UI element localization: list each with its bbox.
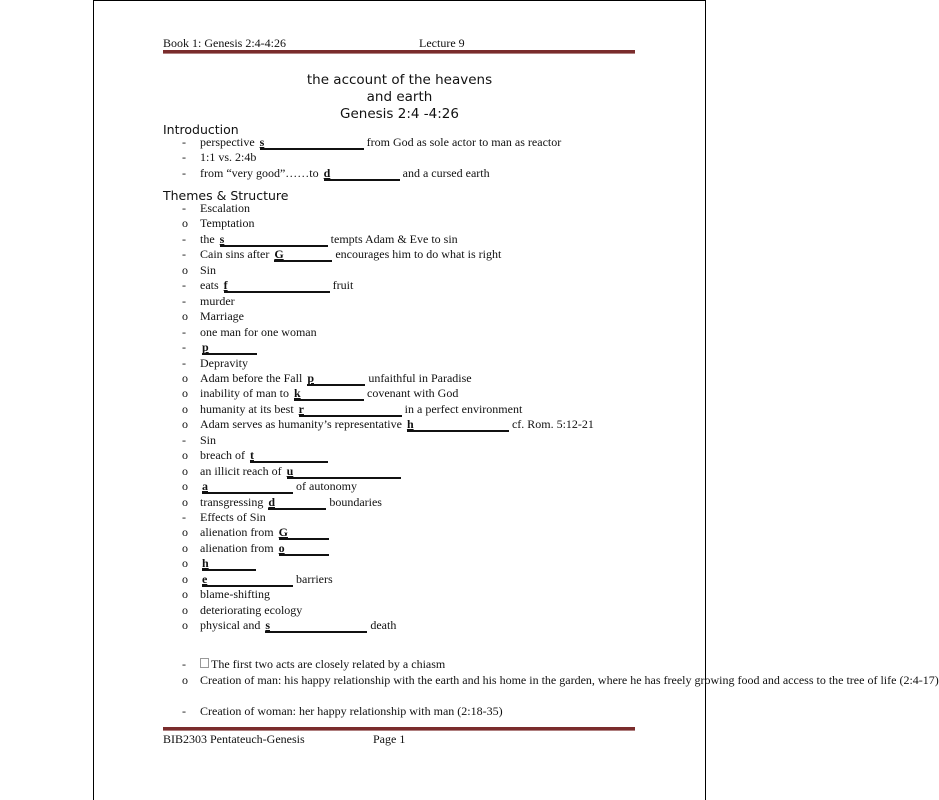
- footer-rule: [163, 727, 635, 731]
- bullet-circle: o: [182, 479, 188, 494]
- missing-glyph-icon: [200, 658, 209, 668]
- bullet-circle: o: [182, 571, 188, 586]
- bullet-dash: -: [182, 293, 186, 308]
- item-text: from God as sole actor to man as reactor: [363, 135, 562, 149]
- item-text: breach of: [200, 448, 248, 463]
- item-text: barriers: [293, 571, 333, 586]
- fill-in-blank[interactable]: p: [307, 372, 365, 386]
- header-rule: [163, 50, 635, 54]
- fill-in-blank[interactable]: p: [202, 341, 257, 355]
- bullet-circle: o: [182, 494, 188, 509]
- bullet-circle: o: [182, 618, 188, 633]
- item-text: physical and: [200, 618, 264, 633]
- item-text: blame-shifting: [200, 587, 270, 602]
- item-text: one man for one woman: [200, 324, 317, 339]
- item-text: Sin: [200, 432, 217, 447]
- bullet-circle: o: [182, 386, 188, 401]
- item-text: Creation of woman: her happy relationship with man (2:18-35): [200, 704, 503, 718]
- item-text: fruit: [329, 278, 354, 293]
- item-text: tempts Adam & Eve to sin: [327, 231, 458, 246]
- bullet-dash: -: [182, 278, 186, 293]
- fill-in-blank[interactable]: s: [220, 233, 328, 247]
- bullet-circle: o: [182, 602, 188, 617]
- title-line-2: and earth: [366, 89, 433, 105]
- item-text: deteriorating ecology: [200, 602, 303, 617]
- item-text: death: [367, 618, 397, 633]
- fill-in-blank[interactable]: f: [224, 279, 330, 293]
- bullet-dash: -: [182, 166, 186, 180]
- item-text: Cain sins after: [200, 247, 273, 262]
- bullet-circle: o: [182, 309, 188, 324]
- bullet-dash: -: [182, 135, 186, 149]
- fill-in-blank[interactable]: h: [202, 557, 256, 571]
- bullet-dash: -: [182, 247, 186, 262]
- item-text: transgressing: [200, 494, 267, 509]
- item-text: Effects of Sin: [200, 510, 266, 524]
- header-left: Book 1: Genesis 2:4-4:26: [163, 36, 286, 50]
- bullet-circle: o: [182, 463, 188, 478]
- item-text: the: [200, 231, 218, 246]
- section-introduction: Introduction: [163, 122, 239, 137]
- item-text: alienation from: [200, 540, 277, 555]
- bullet-dash: -: [182, 355, 186, 370]
- item-text: covenant with God: [364, 386, 459, 401]
- fill-in-blank[interactable]: e: [202, 573, 293, 587]
- item-text: Escalation: [200, 201, 250, 215]
- item-text: Depravity: [200, 355, 248, 370]
- bullet-circle: o: [182, 401, 188, 416]
- footer-center: Page 1: [373, 732, 406, 746]
- item-text: and a cursed earth: [399, 166, 490, 180]
- bullet-dash: -: [182, 150, 186, 164]
- item-text: perspective: [200, 135, 258, 149]
- bullet-circle: o: [182, 448, 188, 463]
- fill-in-blank[interactable]: h: [407, 418, 509, 432]
- item-text: unfaithful in Paradise: [365, 370, 472, 385]
- item-text: from “very good”……to: [200, 166, 322, 180]
- item-text: murder: [200, 293, 235, 308]
- item-text: eats: [200, 278, 222, 293]
- item-text: Creation of man: his happy relationship with the earth and his home in the garden, where he has freely growing food and access to the tree of life (2:4-17): [200, 673, 939, 687]
- fill-in-blank[interactable]: s: [260, 136, 364, 150]
- header-center: Lecture 9: [419, 36, 465, 50]
- item-text: cf. Rom. 5:12-21: [508, 417, 594, 432]
- item-text: Adam before the Fall: [200, 370, 306, 385]
- item-text: Sin: [200, 262, 217, 277]
- fill-in-blank[interactable]: G: [274, 248, 332, 262]
- bullet-circle: o: [182, 673, 188, 687]
- fill-in-blank[interactable]: G: [279, 526, 329, 540]
- bullet-dash: -: [182, 231, 186, 246]
- item-text: humanity at its best: [200, 401, 297, 416]
- fill-in-blank[interactable]: k: [294, 387, 364, 401]
- title-line-1: the account of the heavens: [306, 72, 493, 88]
- bullet-dash: -: [182, 432, 186, 447]
- fill-in-blank[interactable]: u: [287, 465, 401, 479]
- section-themes: Themes & Structure: [163, 188, 289, 203]
- item-text: inability of man to: [200, 386, 292, 401]
- bullet-dash: -: [182, 510, 186, 524]
- item-text: alienation from: [200, 525, 277, 540]
- fill-in-blank[interactable]: a: [202, 480, 293, 494]
- item-text: Adam serves as humanity’s representative: [200, 417, 405, 432]
- bullet-circle: o: [182, 417, 188, 432]
- bullet-circle: o: [182, 525, 188, 540]
- bullet-dash: -: [182, 704, 186, 718]
- item-text: Marriage: [200, 309, 244, 324]
- fill-in-blank[interactable]: r: [299, 403, 402, 417]
- bullet-circle: o: [182, 540, 188, 555]
- bullet-dash: -: [182, 340, 186, 355]
- bullet-circle: o: [182, 216, 188, 231]
- item-text: The first two acts are closely related by a chiasm: [211, 657, 446, 671]
- fill-in-blank[interactable]: d: [268, 496, 326, 510]
- fill-in-blank[interactable]: d: [324, 167, 400, 181]
- item-text: Temptation: [200, 216, 255, 231]
- item-text: an illicit reach of: [200, 463, 285, 478]
- bullet-circle: o: [182, 587, 188, 602]
- item-text: in a perfect environment: [401, 401, 523, 416]
- item-text: of autonomy: [293, 479, 357, 494]
- item-text: encourages him to do what is right: [332, 247, 502, 262]
- fill-in-blank[interactable]: t: [250, 449, 328, 463]
- fill-in-blank[interactable]: o: [279, 542, 329, 556]
- bullet-circle: o: [182, 262, 188, 277]
- item-text: 1:1 vs. 2:4b: [200, 150, 257, 164]
- title-line-3: Genesis 2:4 -4:26: [340, 106, 459, 122]
- bullet-dash: -: [182, 657, 186, 671]
- footer-left: BIB2303 Pentateuch-Genesis: [163, 732, 305, 746]
- item-text: boundaries: [326, 494, 382, 509]
- fill-in-blank[interactable]: s: [265, 619, 367, 633]
- bullet-dash: -: [182, 201, 186, 215]
- document-page: [93, 0, 939, 800]
- bullet-circle: o: [182, 370, 188, 385]
- bullet-dash: -: [182, 324, 186, 339]
- bullet-circle: o: [182, 556, 188, 571]
